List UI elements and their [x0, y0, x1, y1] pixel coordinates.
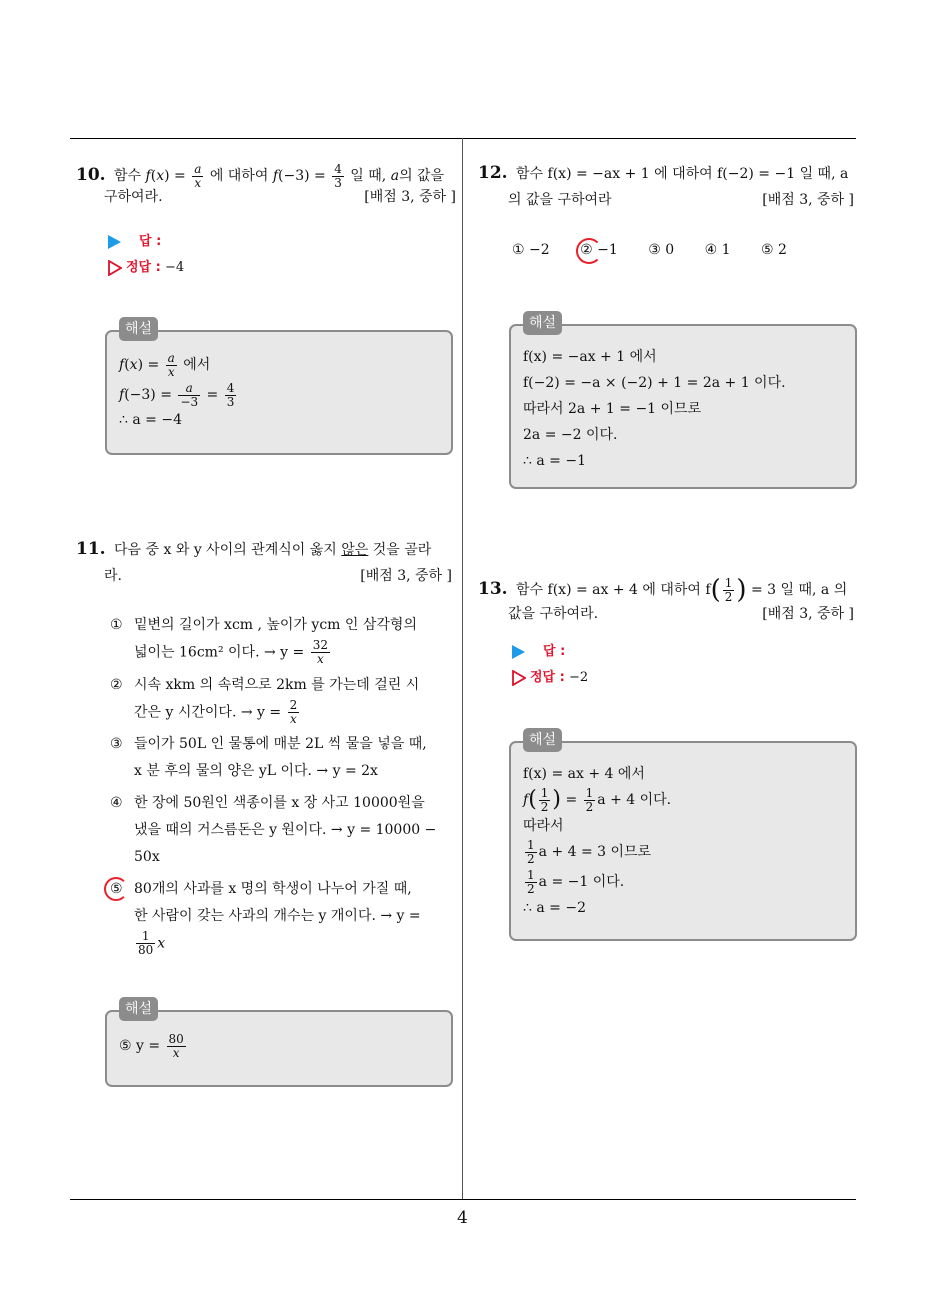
explanation-tab: 해설 — [523, 311, 562, 335]
choice-row — [512, 242, 842, 258]
outline-triangle-icon — [108, 260, 122, 276]
question-number: 11. — [76, 539, 106, 559]
option-5[interactable]: ⑤ 80개의 사과를 x 명의 학생이 나누어 가질 때, 한 사람이 갖는 사과의 개수는 y 개이다. → y = $\frac{1}{80}$ x — [106, 876, 450, 958]
bottom-rule — [70, 1199, 856, 1200]
score-meta: [배점 3, 중하 ] — [364, 188, 456, 205]
option-4[interactable]: ④ 한 장에 50원인 색종이를 x 장 사고 10000원을 냈을 때의 거스름돈은 y 원이다. → y = 10000 − 50x — [110, 795, 437, 865]
choice-2[interactable]: ② −1 — [580, 242, 618, 258]
score-meta: [배점 3, 중하 ] — [762, 606, 854, 622]
explanation-tab: 해설 — [523, 728, 562, 752]
play-triangle-icon — [108, 235, 121, 249]
explanation-box: 해설 f(x) = ax + 4 에서 f( $\frac{1}{2}$ ) = $\frac{1}{2}$ a + 4 이다. 따라서 $\frac{1}{2}$ a + 4 = 3 이므로 $\frac{1}{2}$ a = −1 이다. ∴ a = −2 — [509, 741, 857, 941]
play-triangle-icon — [512, 645, 525, 659]
option-2[interactable]: ② 시속 xkm 의 속력으로 2km 를 가는데 걸린 시 간은 y 시간이다. → y = $\frac{2}{x}$ — [110, 676, 420, 726]
choice-4[interactable]: ④ 1 — [704, 242, 731, 258]
column-divider — [462, 138, 463, 1200]
choice-5[interactable]: ⑤ 2 — [760, 242, 787, 258]
explanation-tab: 해설 — [119, 997, 158, 1021]
question-13: 13. 함수 f(x) = ax + 4 에 대하여 f( $\frac{1}{2}$ ) = 3 일 때, a 의 값을 구하여라. [배점 3, 중하 ] — [478, 572, 858, 627]
question-number: 12. — [478, 163, 508, 183]
explanation-box: 해설 f(x) = $\frac{a}{x}$ 에서 f(−3) = $\frac{a}{-3}$ = $\frac{4}{3}$ ∴ a = −4 — [105, 330, 453, 455]
answer-line: 답 : — [108, 230, 161, 249]
top-rule — [70, 138, 856, 139]
outline-triangle-icon — [512, 670, 526, 686]
option-1[interactable]: ① 밑변의 길이가 xcm , 높이가 ycm 인 삼각형의 넓이는 16cm² 이다. → y = $\frac{32}{x}$ — [110, 617, 417, 666]
question-11: 11. 다음 중 x 와 y 사이의 관계식이 옳지 않은 것을 골라 라. [배점 3, 중하 ] — [76, 536, 456, 589]
explanation-box: 해설 ⑤ y = $\frac{80}{x}$ — [105, 1010, 453, 1087]
question-number: 10. — [76, 165, 106, 185]
score-meta: [배점 3, 중하 ] — [360, 568, 452, 584]
option-3[interactable]: ③ 들이가 50L 인 물통에 매분 2L 씩 물을 넣을 때, x 분 후의 물의 양은 yL 이다. → y = 2x — [110, 736, 427, 779]
page-number: 4 — [457, 1208, 468, 1228]
explanation-box: 해설 f(x) = −ax + 1 에서 f(−2) = −a × (−2) + 1 = 2a + 1 이다. 따라서 2a + 1 = −1 이므로 2a = −2 이다. ∴ a = −1 — [509, 324, 857, 489]
choice-1[interactable]: ① −2 — [512, 242, 550, 258]
question-number: 13. — [478, 579, 508, 599]
selected-circle-mark — [576, 238, 602, 264]
question-12: 12. 함수 f(x) = −ax + 1 에 대하여 f(−2) = −1 일 때, a 의 값을 구하여라 [배점 3, 중하 ] — [478, 160, 858, 213]
explanation-tab: 해설 — [119, 317, 158, 341]
question-10: 10. 함수 f(x) = $\frac{a}{x}$ 에 대하여 f(−3) = $\frac{4}{3}$ 일 때, a의 값을 구하여라. [배점 3, 중하 ] — [76, 162, 456, 210]
correct-answer-line: 정답 : −2 — [512, 666, 588, 686]
correct-answer-line: 정답 : −4 — [108, 256, 184, 276]
score-meta: [배점 3, 중하 ] — [762, 192, 854, 208]
choice-3[interactable]: ③ 0 — [648, 242, 675, 258]
answer-line: 답 : — [512, 640, 565, 659]
question-10-stem: 10. 함수 f(x) = $\frac{a}{x}$ 에 대하여 f(−3) = $\frac{4}{3}$ 일 때, a의 값을 — [76, 161, 445, 190]
option-list — [106, 612, 450, 963]
